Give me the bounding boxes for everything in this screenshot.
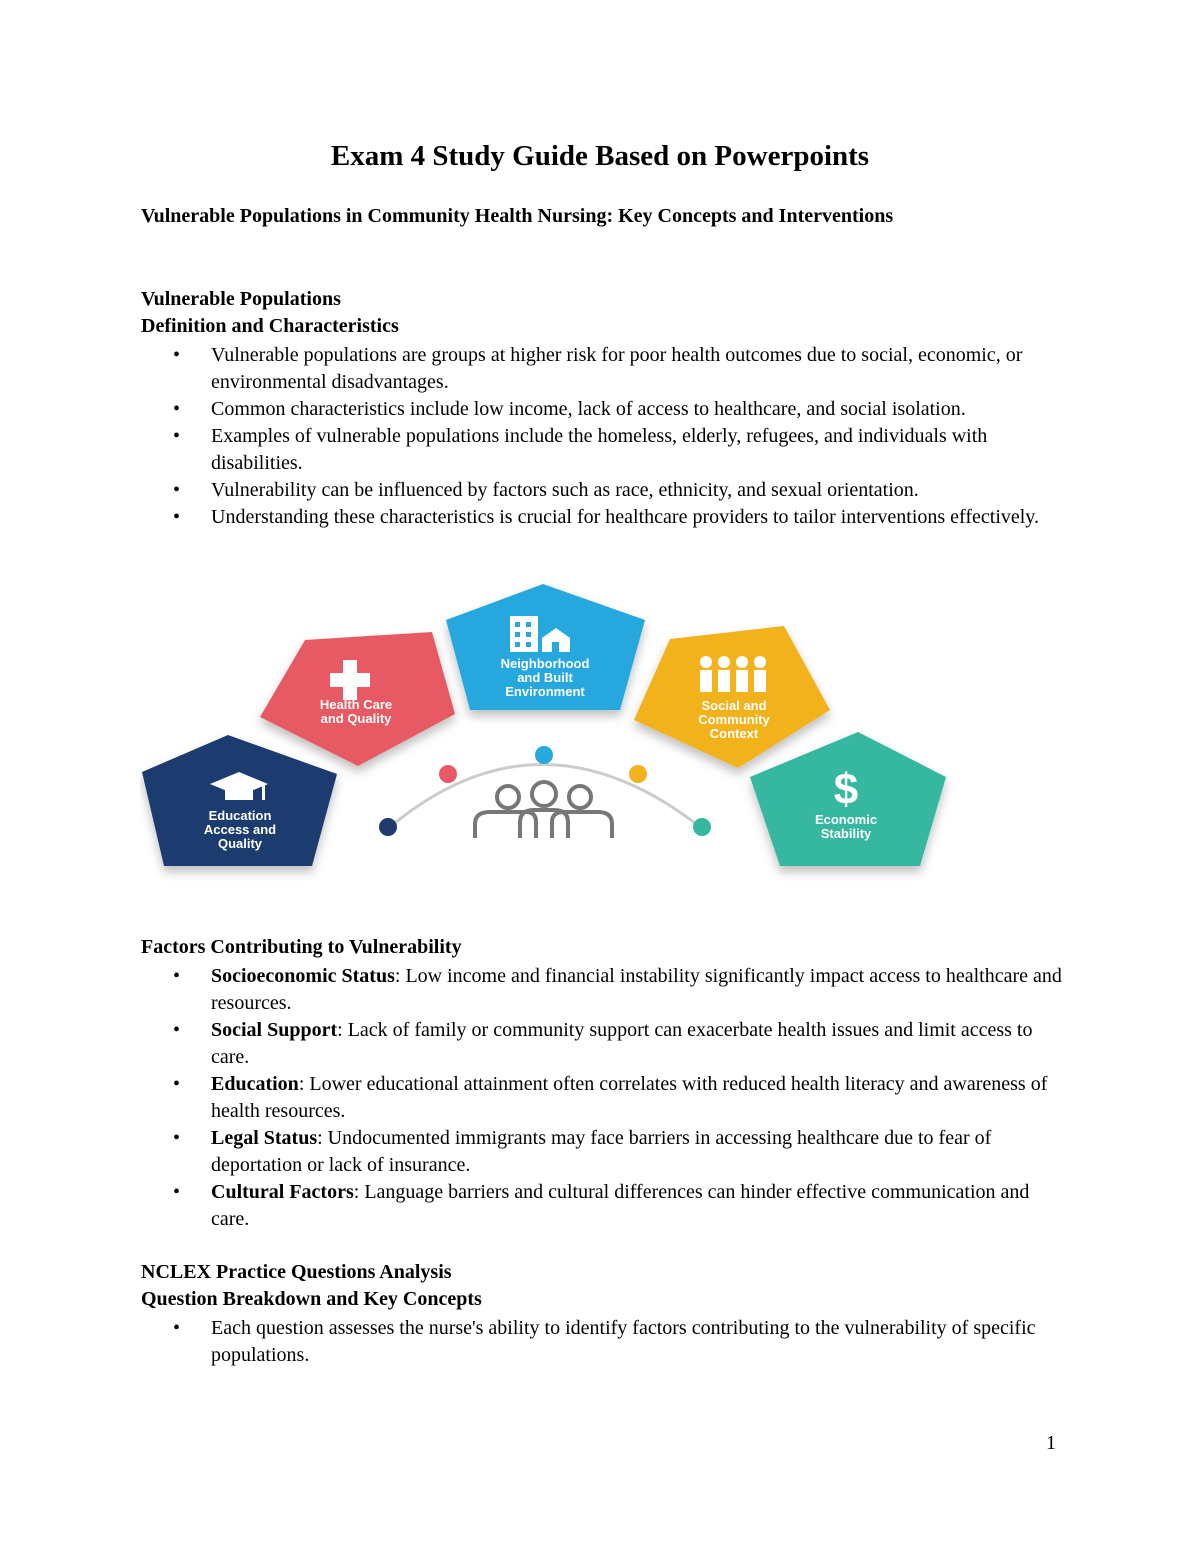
- pentagon-label: Context: [709, 726, 759, 741]
- connector-dot: [439, 765, 457, 783]
- social-determinants-infographic: [140, 582, 960, 882]
- subheading-definition: Definition and Characteristics: [141, 315, 399, 337]
- pentagon-label: Health Care: [319, 697, 393, 712]
- list-item: • Understanding these characteristics is crucial for healthcare providers to tailor interventions effectively.: [141, 504, 1071, 531]
- list-item: • Each question assesses the nurse's ability to identify factors contributing to the vulnerability of specific populations.: [141, 1315, 1071, 1369]
- list-item: • Vulnerable populations are groups at higher risk for poor health outcomes due to social, economic, or environmental disadvantages.: [141, 342, 1071, 396]
- pentagon-label: Stability: [820, 826, 872, 841]
- factor-text: : Lower educational attainment often correlates with reduced health literacy and awareness of health resources.: [211, 1073, 1048, 1122]
- pentagon-label: and Built: [517, 670, 573, 685]
- list-item: • Vulnerability can be influenced by factors such as race, ethnicity, and sexual orientation.: [141, 477, 1071, 504]
- pentagon-label: Environment: [505, 684, 585, 699]
- document-title: Exam 4 Study Guide Based on Powerpoints: [330, 140, 870, 172]
- pentagon-label: and Quality: [320, 711, 392, 726]
- subheading-question-breakdown: Question Breakdown and Key Concepts: [141, 1288, 482, 1310]
- pentagon-education: [142, 735, 337, 866]
- section-heading-factors: Factors Contributing to Vulnerability: [141, 936, 462, 958]
- factor-text: : Language barriers and cultural differences can hinder effective communication and care.: [211, 1181, 1030, 1230]
- pentagon-social-community: [634, 626, 830, 768]
- connector-dot: [629, 765, 647, 783]
- list-item: [141, 1179, 1071, 1233]
- list-item: • Common characteristics include low income, lack of access to healthcare, and social isolation.: [141, 396, 1071, 423]
- factor-term: Socioeconomic Status: [211, 965, 395, 987]
- document-subtitle: Vulnerable Populations in Community Health Nursing: Key Concepts and Interventions: [141, 205, 894, 227]
- page-number: 1: [1046, 1432, 1056, 1454]
- pentagon-label: Access and: [203, 822, 277, 837]
- pentagon-neighborhood: [446, 584, 645, 710]
- people-group-icon: [475, 782, 612, 838]
- connector-dot: [693, 818, 711, 836]
- list-item: [141, 963, 1071, 1017]
- pentagon-economic-stability: [750, 732, 946, 866]
- pentagon-health-care: [260, 632, 455, 766]
- list-item: [141, 1017, 1071, 1071]
- pentagon-label: Quality: [217, 836, 263, 851]
- list-item: [141, 1071, 1071, 1125]
- section-heading-nclex: NCLEX Practice Questions Analysis: [141, 1261, 452, 1283]
- factor-text: : Lack of family or community support can exacerbate health issues and limit access to care.: [211, 1019, 1033, 1068]
- factor-text: : Undocumented immigrants may face barriers in accessing healthcare due to fear of deportation or lack of insurance.: [211, 1127, 992, 1176]
- factor-term: Cultural Factors: [211, 1181, 354, 1203]
- factor-term: Legal Status: [211, 1127, 318, 1149]
- pentagon-label: Economic: [814, 812, 878, 827]
- connector-dot: [535, 746, 553, 764]
- factor-term: Education: [211, 1073, 299, 1095]
- factors-bullet-list: [141, 963, 1071, 1233]
- factor-text: : Low income and financial instability significantly impact access to healthcare and resources.: [211, 965, 1062, 1014]
- list-item: [141, 1125, 1071, 1179]
- section-heading-vulnerable-populations: Vulnerable Populations: [141, 288, 341, 310]
- nclex-bullet-list: [141, 1315, 1071, 1369]
- pentagon-label: Neighborhood: [500, 656, 590, 671]
- pentagon-label: Education: [208, 808, 272, 823]
- pentagon-label: Social and: [701, 698, 767, 713]
- pentagon-label: Community: [698, 712, 770, 727]
- list-item: • Examples of vulnerable populations include the homeless, elderly, refugees, and individuals with disabilities.: [141, 423, 1071, 477]
- dollar-icon: $: [833, 765, 859, 814]
- definition-bullet-list: [141, 342, 1071, 531]
- connector-dot: [379, 818, 397, 836]
- connector-arc: [390, 765, 700, 828]
- factor-term: Social Support: [211, 1019, 338, 1041]
